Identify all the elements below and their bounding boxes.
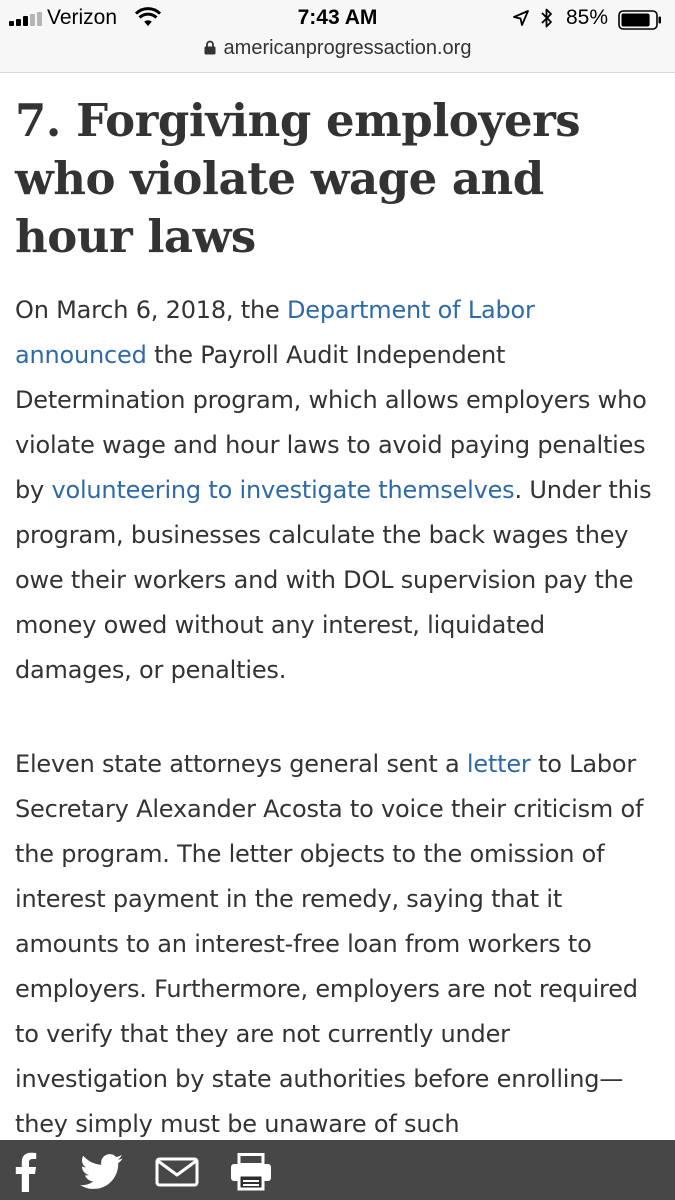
facebook-icon[interactable] bbox=[12, 1152, 38, 1192]
browser-top-bar bbox=[0, 0, 675, 73]
paragraph-text: On March 6, 2018, the bbox=[15, 296, 287, 324]
status-bar bbox=[0, 4, 675, 34]
twitter-icon[interactable] bbox=[79, 1154, 125, 1190]
battery-icon bbox=[618, 10, 662, 30]
share-bar bbox=[0, 1140, 675, 1200]
bluetooth-icon bbox=[540, 7, 554, 29]
paragraph-text: Eleven state attorneys general sent a bbox=[15, 750, 467, 778]
url-text: americanprogressaction.org bbox=[223, 37, 472, 59]
carrier-name: Verizon bbox=[47, 6, 118, 29]
clock: 7:43 AM bbox=[297, 6, 378, 29]
email-icon[interactable] bbox=[155, 1157, 199, 1187]
paragraph-text: the Payroll Audit Independent Determination program, which allows employers who violate wage and hour laws to avoid paying penalties by bbox=[15, 341, 647, 504]
letter-link[interactable]: letter bbox=[466, 750, 531, 778]
article-paragraph-1 bbox=[15, 288, 665, 693]
department-of-labor-announced-link[interactable]: Department of Labor announced bbox=[15, 296, 535, 369]
article-paragraph-2 bbox=[15, 742, 665, 1147]
lock-icon bbox=[204, 40, 216, 55]
section-heading: 7. Forgiving employers who violate wage and hour laws bbox=[15, 94, 581, 263]
article bbox=[15, 92, 665, 1147]
print-icon[interactable] bbox=[229, 1153, 273, 1191]
paragraph-text: to Labor Secretary Alexander Acosta to voice their criticism of the program. The letter objects to the omission of interest payment in the remedy, saying that it amounts to an interest-free loan from workers to employers. Furthermore, employers are not required to verify that they are not currently under investigation by state authorities before enrolling—they simply must be unaware of such bbox=[15, 750, 644, 1138]
address-bar[interactable] bbox=[0, 37, 675, 60]
paragraph-text: . Under this program, businesses calculate the back wages they owe their workers and with DOL supervision pay the money owed without any interest, liquidated damages, or penalties. bbox=[15, 476, 652, 684]
battery-percent: 85% bbox=[566, 6, 609, 29]
location-arrow-icon bbox=[512, 9, 530, 27]
volunteering-to-investigate-link[interactable]: volunteering to investigate themselves bbox=[51, 476, 515, 504]
